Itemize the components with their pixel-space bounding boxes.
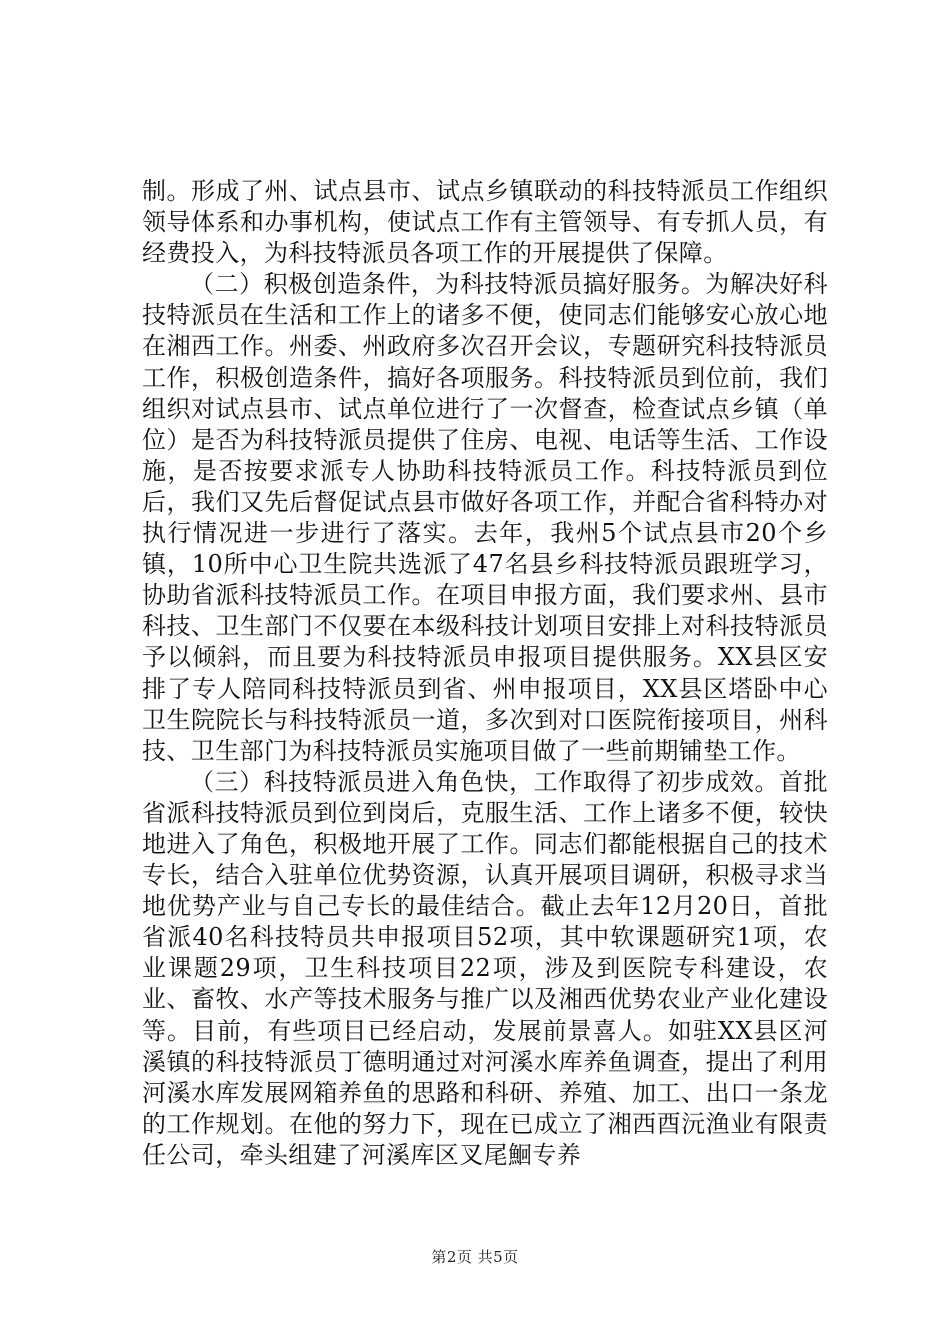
- paragraph-section-two: （二）积极创造条件，为科技特派员搞好服务。为解决好科技特派员在生活和工作上的诸多不便，使同志们能够安心放心地在湘西工作。州委、州政府多次召开会议，专题研究科技特派员工作，积极创造条件，搞好各项服务。科技特派员到位前，我们组织对试点县市、试点单位进行了一次督查，检查试点乡镇（单位）是否为科技特派员提供了住房、电视、电话等生活、工作设施，是否按要求派专人协助科技特派员工作。科技特派员到位后，我们又先后督促试点县市做好各项工作，并配合省科特办对执行情况进一步进行了落实。去年，我州5个试点县市20个乡镇，10所中心卫生院共选派了47名县乡科技特派员跟班学习，协助省派科技特派员工作。在项目申报方面，我们要求州、县市科技、卫生部门不仅要在本级科技计划项目安排上对科技特派员予以倾斜，而且要为科技特派员申报项目提供服务。XX县区安排了专人陪同科技特派员到省、州申报项目，XX县区塔卧中心卫生院院长与科技特派员一道，多次到对口医院衔接项目，州科技、卫生部门为科技特派员实施项目做了一些前期铺垫工作。: [142, 270, 828, 765]
- paragraph-section-three: （三）科技特派员进入角色快，工作取得了初步成效。首批省派科技特派员到位到岗后，克服生活、工作上诸多不便，较快地进入了角色，积极地开展了工作。同志们都能根据自己的技术专长，结合入驻单位优势资源，认真开展项目调研，积极寻求当地优势产业与自己专长的最佳结合。截止去年12月20日，首批省派40名科技特员共申报项目52项，其中软课题研究1项，农业课题29项，卫生科技项目22项，涉及到医院专科建设，农业、畜牧、水产等技术服务与推广以及湘西优势农业产业化建设等。目前，有些项目已经启动，发展前景喜人。如驻XX县区河溪镇的科技特派员丁德明通过对河溪水库养鱼调查，提出了利用河溪水库发展网箱养鱼的思路和科研、养殖、加工、出口一条龙的工作规划。在他的努力下，现在已成立了湘西酉沅渔业有限责任公司，牵头组建了河溪库区叉尾鮰专养: [142, 767, 828, 1169]
- paragraph-continuation: 制。形成了州、试点县市、试点乡镇联动的科技特派员工作组织领导体系和办事机构，使试点工作有主管领导、有专抓人员，有经费投入，为科技特派员各项工作的开展提供了保障。: [142, 177, 828, 268]
- page-number-footer: 第2页 共5页: [431, 1248, 519, 1266]
- document-body: [142, 176, 828, 1171]
